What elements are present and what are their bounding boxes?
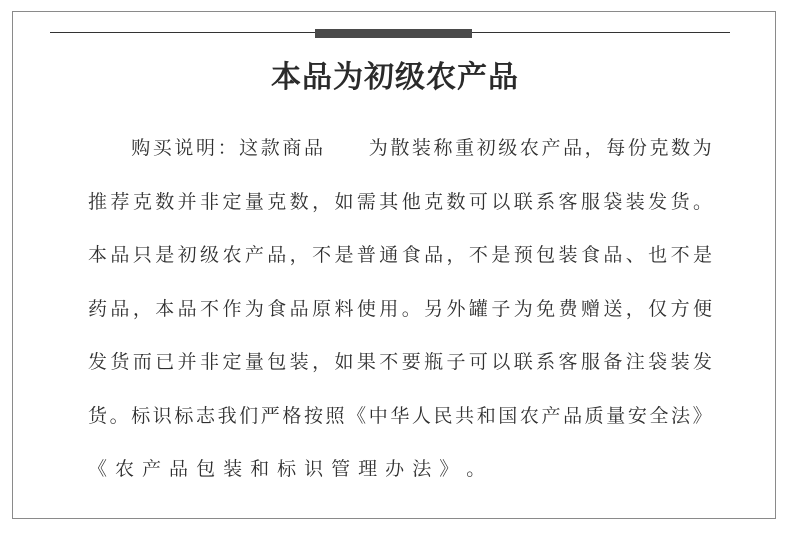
text-char: 不 [312, 244, 332, 266]
text-char: 数 [155, 190, 175, 213]
text-char: 》 [439, 458, 459, 480]
text-char [347, 128, 366, 182]
text-char: 为 [244, 297, 264, 320]
text-char: 识 [152, 404, 172, 427]
text-char: 要 [401, 351, 421, 373]
text-char: 货 [110, 351, 130, 373]
text-char: 并 [177, 190, 197, 213]
text-char: 品 [424, 244, 444, 266]
text-char: 定 [222, 190, 242, 213]
text-char: 品 [563, 404, 583, 427]
text-char: 《 [88, 458, 108, 480]
text-char: 品 [563, 137, 583, 159]
text-char: 作 [222, 297, 242, 320]
text-char [88, 128, 107, 182]
text-char: 产 [244, 244, 264, 266]
text-char: 数 [671, 137, 691, 159]
text-char: ， [446, 244, 466, 266]
text-char: 》 [692, 404, 712, 427]
text-char: 非 [200, 190, 220, 213]
text-char: 份 [627, 137, 647, 159]
text-char: 袋 [603, 190, 623, 213]
text-char: 管 [331, 458, 351, 480]
text-char: 发 [88, 351, 108, 373]
description-line-3 [88, 235, 712, 289]
description-line-4 [88, 289, 712, 343]
text-char: 方 [670, 297, 690, 320]
text-char: 其 [379, 190, 399, 213]
text-char: 。 [466, 458, 486, 480]
text-char: 理 [358, 458, 378, 480]
text-char: 品 [603, 244, 623, 266]
text-char: 通 [379, 244, 399, 266]
text-char: 品 [267, 244, 287, 266]
description-line-5 [88, 342, 712, 396]
text-char: 按 [303, 404, 323, 427]
text-char: 食 [267, 297, 287, 320]
text-char: 称 [433, 137, 453, 159]
text-char: 本 [155, 297, 175, 320]
text-char: 这 [239, 137, 259, 159]
text-char: 我 [217, 404, 237, 427]
description-line-2 [88, 182, 712, 236]
text-char: 果 [356, 351, 376, 373]
text-char: 客 [558, 351, 578, 373]
text-char: 品 [110, 244, 130, 266]
text-char: 质 [584, 404, 604, 427]
text-char: 量 [244, 190, 264, 213]
text-char: 送 [603, 297, 623, 320]
text-char: 只 [132, 244, 152, 266]
text-char: 全 [649, 404, 669, 427]
text-char: 药 [88, 297, 108, 320]
text-char: 法 [671, 404, 691, 427]
text-char: 是 [491, 244, 511, 266]
text-char: 照 [325, 404, 345, 427]
text-char: ， [132, 297, 152, 320]
text-char: 使 [356, 297, 376, 320]
text-char: 货 [670, 190, 690, 213]
text-char: 。 [109, 404, 129, 427]
text-char: 克 [267, 190, 287, 213]
text-char: 。 [692, 190, 712, 213]
text-char: 品 [289, 297, 309, 320]
text-char: 散 [390, 137, 410, 159]
text-char: 用 [379, 297, 399, 320]
text-char: 注 [625, 351, 645, 373]
text-char: 货 [88, 404, 108, 427]
text-char: 办 [385, 458, 405, 480]
text-char: 装 [625, 190, 645, 213]
description-line-7 [88, 449, 712, 503]
text-char: 外 [446, 297, 466, 320]
description-line-1 [88, 128, 712, 182]
text-char: 并 [177, 351, 197, 373]
text-char: 重 [455, 137, 475, 159]
text-char: 便 [692, 297, 712, 320]
text-char: 另 [424, 297, 444, 320]
text-char: 系 [536, 190, 556, 213]
text-char: 为 [368, 137, 388, 159]
text-char: 法 [412, 458, 432, 480]
text-char: 需 [356, 190, 376, 213]
text-char: 是 [334, 244, 354, 266]
text-char: 食 [580, 244, 600, 266]
text-char: 装 [670, 351, 690, 373]
text-char: 初 [476, 137, 496, 159]
text-char: 非 [200, 351, 220, 373]
text-char: 仅 [648, 297, 668, 320]
text-char: 他 [401, 190, 421, 213]
text-char: 量 [244, 351, 264, 373]
text-char: 发 [692, 351, 712, 373]
text-char: 识 [304, 458, 324, 480]
text-char: 克 [424, 190, 444, 213]
text-char: 和 [476, 404, 496, 427]
text-char: 款 [260, 137, 280, 159]
text-char: 说 [174, 137, 194, 159]
text-char: 农 [222, 244, 242, 266]
text-char: 本 [88, 244, 108, 266]
text-char: 不 [670, 244, 690, 266]
text-char: ， [312, 190, 332, 213]
text-char: 和 [250, 458, 270, 480]
text-char: ， [312, 351, 332, 373]
text-char: 不 [468, 244, 488, 266]
text-char: 、 [625, 244, 645, 266]
text-char: 定 [222, 351, 242, 373]
text-char: 子 [491, 297, 511, 320]
text-char: 服 [580, 351, 600, 373]
text-char: 品 [303, 137, 323, 159]
text-char: 推 [88, 190, 108, 213]
text-char: 国 [498, 404, 518, 427]
description-body [88, 128, 712, 503]
text-char: 包 [536, 244, 556, 266]
text-char: 已 [155, 351, 175, 373]
text-char: 为 [692, 137, 712, 159]
text-char: 共 [455, 404, 475, 427]
text-char: 数 [446, 190, 466, 213]
page-title: 本品为初级农产品 [271, 60, 519, 95]
text-char: 商 [282, 137, 302, 159]
text-char: 装 [223, 458, 243, 480]
text-char: 每 [606, 137, 626, 159]
text-char: 包 [267, 351, 287, 373]
text-char: 不 [200, 297, 220, 320]
text-char: 为 [513, 297, 533, 320]
text-char: 农 [115, 458, 135, 480]
text-char: 装 [289, 351, 309, 373]
text-char: 是 [692, 244, 712, 266]
text-char: 级 [498, 137, 518, 159]
text-char: 以 [491, 190, 511, 213]
text-char: 品 [110, 297, 130, 320]
text-char: 以 [491, 351, 511, 373]
text-char: 可 [468, 351, 488, 373]
description-line-6 [88, 396, 712, 450]
text-char: 装 [558, 244, 578, 266]
text-char: 中 [368, 404, 388, 427]
text-char: 安 [627, 404, 647, 427]
text-char: 料 [334, 297, 354, 320]
text-char: 华 [390, 404, 410, 427]
text-char: 而 [132, 351, 152, 373]
text-char: 格 [282, 404, 302, 427]
text-char: 普 [356, 244, 376, 266]
text-char: 服 [580, 190, 600, 213]
text-char: ： [217, 137, 237, 159]
text-char [110, 128, 129, 182]
text-char: 系 [536, 351, 556, 373]
text-char: 费 [558, 297, 578, 320]
text-char: 产 [541, 137, 561, 159]
text-char [326, 128, 345, 182]
text-char: ， [289, 244, 309, 266]
text-char: 标 [277, 458, 297, 480]
top-divider-accent [315, 29, 472, 38]
text-char: 如 [334, 190, 354, 213]
text-char: 客 [558, 190, 578, 213]
text-char: 明 [195, 137, 215, 159]
text-char: 联 [513, 351, 533, 373]
text-char: 。 [401, 297, 421, 320]
text-char: 品 [169, 458, 189, 480]
text-char: 袋 [648, 351, 668, 373]
text-char: 产 [142, 458, 162, 480]
text-char: 标 [174, 404, 194, 427]
text-char: 如 [334, 351, 354, 373]
text-char: 克 [649, 137, 669, 159]
text-char: 联 [513, 190, 533, 213]
text-char: 品 [177, 297, 197, 320]
text-char: 民 [433, 404, 453, 427]
text-char: 包 [196, 458, 216, 480]
text-char: 赠 [580, 297, 600, 320]
text-char: 荐 [110, 190, 130, 213]
text-char: 备 [603, 351, 623, 373]
text-char: 可 [468, 190, 488, 213]
text-char: 子 [446, 351, 466, 373]
text-char: 们 [239, 404, 259, 427]
text-char: 食 [401, 244, 421, 266]
text-char: 克 [132, 190, 152, 213]
text-char: 农 [519, 137, 539, 159]
text-char: 买 [152, 137, 172, 159]
text-char: 初 [177, 244, 197, 266]
text-char: 《 [347, 404, 367, 427]
text-char: ， [625, 297, 645, 320]
text-char: 也 [648, 244, 668, 266]
text-char: 志 [195, 404, 215, 427]
text-char: 标 [131, 404, 151, 427]
text-char: 不 [379, 351, 399, 373]
text-char: 原 [312, 297, 332, 320]
text-char: 预 [513, 244, 533, 266]
text-char: 免 [536, 297, 556, 320]
text-char: 农 [519, 404, 539, 427]
text-char: 瓶 [424, 351, 444, 373]
text-char: 严 [260, 404, 280, 427]
text-char: 购 [131, 137, 151, 159]
text-char: 数 [289, 190, 309, 213]
text-char: 罐 [468, 297, 488, 320]
text-char: 级 [200, 244, 220, 266]
text-char: 装 [411, 137, 431, 159]
text-char: 发 [648, 190, 668, 213]
text-char: 产 [541, 404, 561, 427]
text-char: 是 [155, 244, 175, 266]
text-char: 量 [606, 404, 626, 427]
text-char: ， [584, 137, 604, 159]
text-char: 人 [411, 404, 431, 427]
